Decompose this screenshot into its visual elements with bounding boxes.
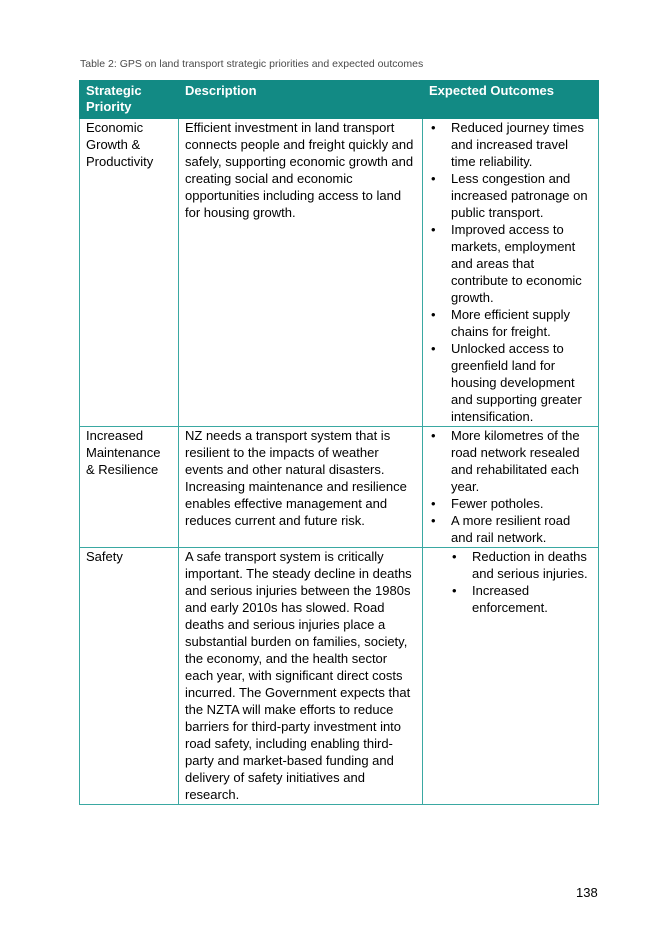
strategic-priorities-table <box>79 80 599 805</box>
outcomes-list <box>429 548 592 616</box>
outcome-item: • More efficient supply chains for freight. <box>429 306 592 340</box>
description-cell: A safe transport system is critically important. The steady decline in deaths and serious injuries between the 1980s and early 2010s has slowed. Road deaths and serious injuries place a substantial burden on families, society, the economy, and the health sector each year, with significant direct costs incurred. The Government expects that the NZTA will make efforts to reduce barriers for third-party investment into road safety, including enabling third-party and market-based funding and delivery of safety initiatives and research. <box>179 548 423 805</box>
outcome-item: • Improved access to markets, employment and areas that contribute to economic growth. <box>429 221 592 306</box>
outcomes-list <box>429 427 592 546</box>
outcome-item: • More kilometres of the road network resealed and rehabilitated each year. <box>429 427 592 495</box>
outcomes-cell <box>423 119 599 427</box>
outcome-item: • Reduced journey times and increased travel time reliability. <box>429 119 592 170</box>
header-strategic-priority: Strategic Priority <box>80 81 179 119</box>
header-expected-outcomes: Expected Outcomes <box>423 81 599 119</box>
table-row <box>80 427 599 548</box>
table-header-row <box>80 81 599 119</box>
outcome-item: • Unlocked access to greenfield land for housing development and supporting greater intensification. <box>429 340 592 425</box>
priority-cell: Safety <box>80 548 179 805</box>
page-number: 138 <box>576 885 598 900</box>
outcome-item: • Less congestion and increased patronage on public transport. <box>429 170 592 221</box>
outcomes-cell <box>423 427 599 548</box>
outcome-item: • Reduction in deaths and serious injuries. <box>429 548 592 582</box>
description-cell: Efficient investment in land transport connects people and freight quickly and safely, supporting economic growth and creating social and economic opportunities including access to land for housing growth. <box>179 119 423 427</box>
priority-cell: Economic Growth & Productivity <box>80 119 179 427</box>
outcomes-cell <box>423 548 599 805</box>
outcome-item: • Increased enforcement. <box>429 582 592 616</box>
outcome-item: • Fewer potholes. <box>429 495 592 512</box>
description-cell: NZ needs a transport system that is resilient to the impacts of weather events and other natural disasters. Increasing maintenance and resilience enables effective management and reduces current and future risk. <box>179 427 423 548</box>
header-description: Description <box>179 81 423 119</box>
outcome-item: • A more resilient road and rail network. <box>429 512 592 546</box>
priority-cell: Increased Maintenance & Resilience <box>80 427 179 548</box>
table-caption: Table 2: GPS on land transport strategic priorities and expected outcomes <box>80 58 424 70</box>
table-row <box>80 119 599 427</box>
table-row <box>80 548 599 805</box>
outcomes-list <box>429 119 592 425</box>
